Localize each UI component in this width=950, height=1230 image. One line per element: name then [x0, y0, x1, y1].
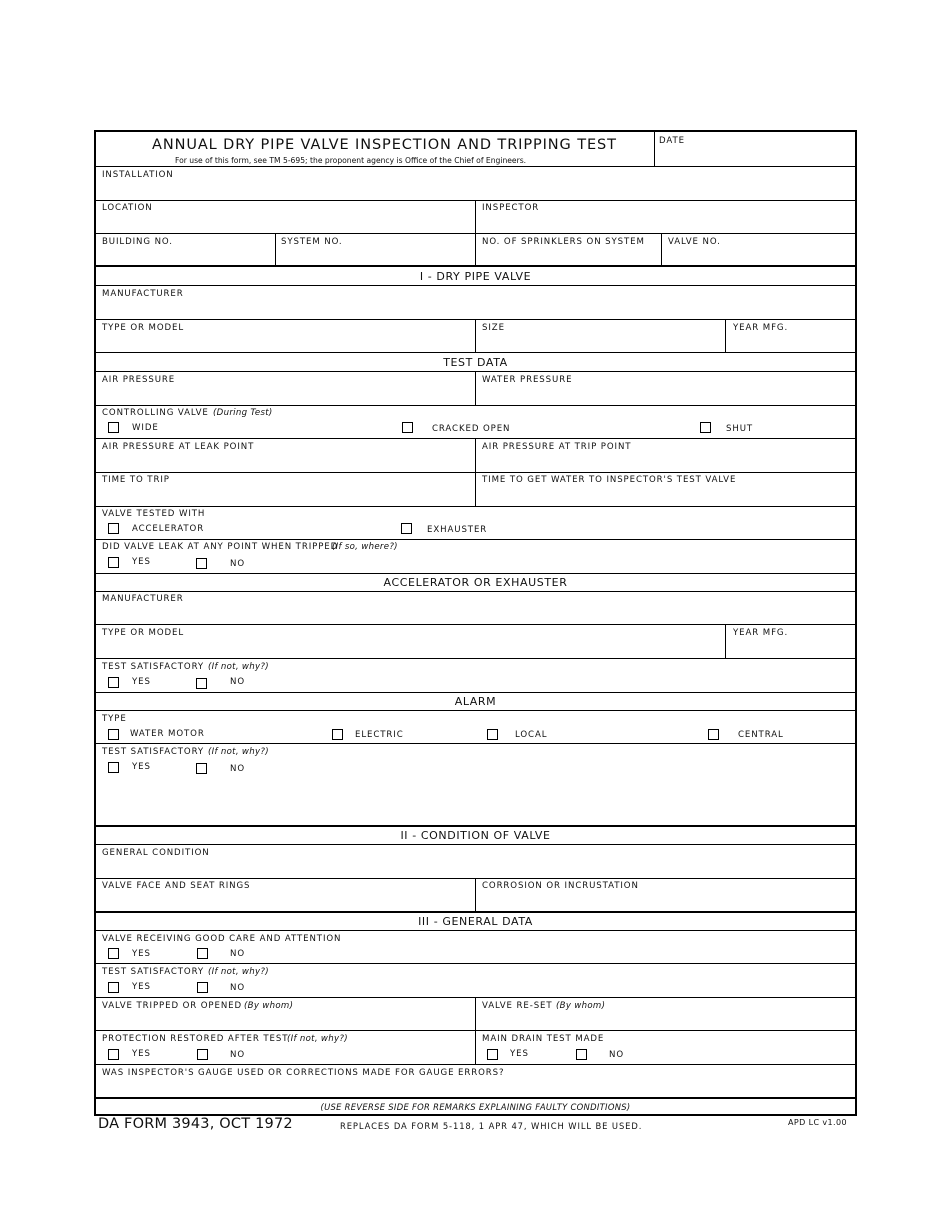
divider	[96, 658, 855, 659]
alarm-yes-label: YES	[132, 762, 151, 772]
type-model-label: TYPE OR MODEL	[102, 323, 185, 333]
section-condition: II - CONDITION OF VALVE	[400, 829, 551, 842]
installation-label: INSTALLATION	[102, 170, 174, 180]
corrosion-field[interactable]	[484, 894, 844, 908]
divider	[725, 624, 726, 658]
divider	[96, 710, 855, 711]
system-no-field[interactable]	[283, 250, 468, 264]
date-field[interactable]	[662, 148, 847, 162]
alarm-type-label: TYPE	[102, 714, 127, 724]
drain-yes-checkbox[interactable]	[487, 1049, 498, 1060]
air-trip-label: AIR PRESSURE AT TRIP POINT	[482, 442, 632, 452]
acc-no-label: NO	[230, 677, 245, 687]
divider	[96, 743, 855, 744]
alarm-no-checkbox[interactable]	[196, 763, 207, 774]
divider	[475, 371, 476, 405]
sprinklers-label: NO. OF SPRINKLERS ON SYSTEM	[482, 237, 645, 247]
size-field[interactable]	[484, 336, 719, 350]
acc-year-mfg-field[interactable]	[735, 641, 847, 655]
acc-type-model-field[interactable]	[104, 641, 714, 655]
divider	[96, 692, 855, 693]
reset-note: (By whom)	[556, 1001, 606, 1011]
divider	[96, 911, 855, 913]
acc-year-mfg-label: YEAR MFG.	[733, 628, 789, 638]
electric-checkbox[interactable]	[332, 729, 343, 740]
tripped-by-label: VALVE TRIPPED OR OPENED	[102, 1001, 243, 1011]
reverse-side-note: (USE REVERSE SIDE FOR REMARKS EXPLAINING FAULTY CONDITIONS)	[320, 1102, 631, 1112]
tested-with-label: VALVE TESTED WITH	[102, 509, 206, 519]
acc-no-checkbox[interactable]	[196, 678, 207, 689]
acc-manufacturer-field[interactable]	[104, 607, 844, 621]
care-yes-checkbox[interactable]	[108, 948, 119, 959]
cracked-open-label: CRACKED OPEN	[432, 424, 511, 434]
alarm-test-satisfactory-label: TEST SATISFACTORY	[102, 747, 205, 757]
inspection-form	[94, 130, 857, 1116]
general-condition-label: GENERAL CONDITION	[102, 848, 210, 858]
shut-checkbox[interactable]	[700, 422, 711, 433]
wide-label: WIDE	[132, 423, 159, 433]
divider	[275, 233, 276, 266]
tripped-by-field[interactable]	[104, 1014, 464, 1028]
drain-no-checkbox[interactable]	[576, 1049, 587, 1060]
acc-yes-checkbox[interactable]	[108, 677, 119, 688]
wide-checkbox[interactable]	[108, 422, 119, 433]
year-mfg-label: YEAR MFG.	[733, 323, 789, 333]
leak-no-label: NO	[230, 559, 245, 569]
divider	[96, 825, 855, 827]
type-model-field[interactable]	[104, 336, 464, 350]
sprinklers-field[interactable]	[484, 250, 659, 264]
divider	[654, 132, 655, 166]
form-title: ANNUAL DRY PIPE VALVE INSPECTION AND TRIPPING TEST	[152, 137, 617, 153]
valve-no-field[interactable]	[670, 250, 848, 264]
form-id: DA FORM 3943, OCT 1972	[98, 1116, 293, 1132]
gd-if-not-note: (If not, why?)	[208, 967, 269, 977]
date-label: DATE	[659, 136, 685, 146]
care-yes-label: YES	[132, 949, 151, 959]
water-pressure-label: WATER PRESSURE	[482, 375, 573, 385]
time-trip-field[interactable]	[104, 488, 464, 502]
section-test-data: TEST DATA	[443, 356, 508, 369]
electric-label: ELECTRIC	[355, 730, 404, 740]
location-field[interactable]	[104, 216, 464, 230]
gauge-question-label: WAS INSPECTOR'S GAUGE USED OR CORRECTIONS MADE FOR GAUGE ERRORS?	[102, 1068, 505, 1078]
divider	[96, 265, 855, 267]
cracked-open-checkbox[interactable]	[402, 422, 413, 433]
year-mfg-field[interactable]	[735, 336, 847, 350]
divider	[475, 200, 476, 233]
protection-if-not-note: (If not, why?)	[287, 1034, 348, 1044]
version-label: APD LC v1.00	[788, 1118, 847, 1127]
leak-yes-label: YES	[132, 557, 151, 567]
divider	[96, 405, 855, 406]
section-dry-pipe-valve: I - DRY PIPE VALVE	[419, 270, 532, 283]
protection-restored-label: PROTECTION RESTORED AFTER TEST	[102, 1034, 289, 1044]
general-condition-field[interactable]	[104, 861, 844, 875]
drain-no-label: NO	[609, 1050, 624, 1060]
water-motor-checkbox[interactable]	[108, 729, 119, 740]
building-no-field[interactable]	[104, 250, 269, 264]
protection-yes-label: YES	[132, 1049, 151, 1059]
divider	[96, 1030, 855, 1031]
alarm-remarks-field[interactable]	[104, 782, 844, 820]
acc-test-satisfactory-label: TEST SATISFACTORY	[102, 662, 205, 672]
installation-field[interactable]	[104, 183, 844, 197]
air-pressure-field[interactable]	[104, 388, 464, 402]
section-alarm: ALARM	[454, 695, 497, 708]
location-label: LOCATION	[102, 203, 153, 213]
inspector-field[interactable]	[484, 216, 844, 230]
local-label: LOCAL	[515, 730, 548, 740]
reset-field[interactable]	[484, 1014, 844, 1028]
during-test-note: (During Test)	[213, 408, 273, 418]
form-subtitle: For use of this form, see TM 5-695; the proponent agency is Office of the Chief of Engineers.	[175, 156, 527, 165]
protection-no-checkbox[interactable]	[197, 1049, 208, 1060]
divider	[475, 233, 476, 266]
central-label: CENTRAL	[738, 730, 784, 740]
accelerator-checkbox[interactable]	[108, 523, 119, 534]
valve-no-label: VALVE NO.	[668, 237, 721, 247]
alarm-no-label: NO	[230, 764, 245, 774]
acc-manufacturer-label: MANUFACTURER	[102, 594, 184, 604]
gd-yes-checkbox[interactable]	[108, 982, 119, 993]
divider	[725, 319, 726, 352]
water-motor-label: WATER MOTOR	[130, 729, 205, 739]
shut-label: SHUT	[726, 424, 754, 434]
air-pressure-label: AIR PRESSURE	[102, 375, 176, 385]
gd-yes-label: YES	[132, 982, 151, 992]
gauge-field[interactable]	[104, 1081, 844, 1095]
good-care-label: VALVE RECEIVING GOOD CARE AND ATTENTION	[102, 934, 342, 944]
face-seat-field[interactable]	[104, 894, 464, 908]
divider	[96, 166, 855, 167]
protection-yes-checkbox[interactable]	[108, 1049, 119, 1060]
main-drain-label: MAIN DRAIN TEST MADE	[482, 1034, 605, 1044]
protection-no-label: NO	[230, 1050, 245, 1060]
divider	[661, 233, 662, 266]
exhauster-checkbox[interactable]	[401, 523, 412, 534]
divider	[96, 506, 855, 507]
divider	[96, 352, 855, 353]
leak-note: (If so, where?)	[332, 542, 398, 552]
water-pressure-field[interactable]	[484, 388, 844, 402]
building-no-label: BUILDING NO.	[102, 237, 173, 247]
divider	[96, 930, 855, 931]
care-no-label: NO	[230, 949, 245, 959]
inspector-label: INSPECTOR	[482, 203, 540, 213]
acc-type-model-label: TYPE OR MODEL	[102, 628, 185, 638]
section-accelerator: ACCELERATOR OR EXHAUSTER	[383, 576, 568, 589]
local-checkbox[interactable]	[487, 729, 498, 740]
system-no-label: SYSTEM NO.	[281, 237, 343, 247]
manufacturer-field[interactable]	[104, 302, 844, 316]
divider	[96, 963, 855, 964]
divider	[96, 624, 855, 625]
divider	[96, 844, 855, 845]
gd-no-checkbox[interactable]	[197, 982, 208, 993]
acc-yes-label: YES	[132, 677, 151, 687]
divider	[96, 573, 855, 574]
accelerator-label: ACCELERATOR	[132, 524, 205, 534]
central-checkbox[interactable]	[708, 729, 719, 740]
size-label: SIZE	[482, 323, 505, 333]
face-seat-label: VALVE FACE AND SEAT RINGS	[102, 881, 251, 891]
divider	[96, 591, 855, 592]
divider	[96, 1064, 855, 1065]
controlling-valve-label: CONTROLLING VALVE	[102, 408, 209, 418]
corrosion-label: CORROSION OR INCRUSTATION	[482, 881, 639, 891]
divider	[96, 539, 855, 540]
air-leak-field[interactable]	[104, 455, 464, 469]
air-trip-field[interactable]	[484, 455, 844, 469]
divider	[475, 878, 476, 911]
time-trip-label: TIME TO TRIP	[102, 475, 170, 485]
reset-label: VALVE RE-SET	[482, 1001, 553, 1011]
gd-test-satisfactory-label: TEST SATISFACTORY	[102, 967, 205, 977]
drain-yes-label: YES	[510, 1049, 529, 1059]
divider	[96, 472, 855, 473]
divider	[96, 285, 855, 286]
replaces-note: REPLACES DA FORM 5-118, 1 APR 47, WHICH WILL BE USED.	[340, 1121, 643, 1131]
time-water-label: TIME TO GET WATER TO INSPECTOR'S TEST VALVE	[482, 475, 737, 485]
divider	[475, 319, 476, 352]
leak-no-checkbox[interactable]	[196, 558, 207, 569]
acc-if-not-note: (If not, why?)	[208, 662, 269, 672]
alarm-yes-checkbox[interactable]	[108, 762, 119, 773]
care-no-checkbox[interactable]	[197, 948, 208, 959]
gd-no-label: NO	[230, 983, 245, 993]
leak-question-label: DID VALVE LEAK AT ANY POINT WHEN TRIPPED	[102, 542, 339, 552]
manufacturer-label: MANUFACTURER	[102, 289, 184, 299]
air-leak-label: AIR PRESSURE AT LEAK POINT	[102, 442, 255, 452]
time-water-field[interactable]	[484, 488, 844, 502]
tripped-by-note: (By whom)	[244, 1001, 294, 1011]
section-general-data: III - GENERAL DATA	[418, 915, 533, 928]
leak-yes-checkbox[interactable]	[108, 557, 119, 568]
divider	[96, 1097, 855, 1099]
alarm-if-not-note: (If not, why?)	[208, 747, 269, 757]
exhauster-label: EXHAUSTER	[427, 525, 488, 535]
